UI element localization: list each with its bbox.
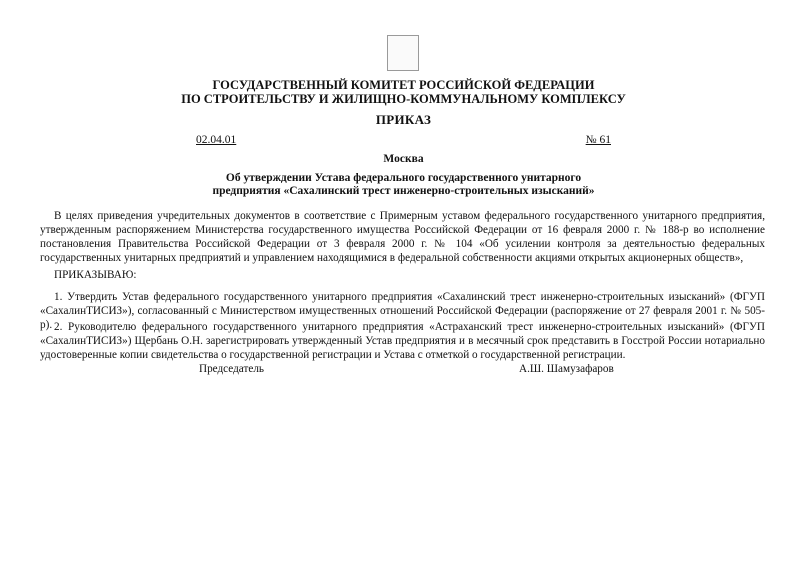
document-type: ПРИКАЗ (375, 112, 432, 127)
document-title-line-2: предприятия «Сахалинский трест инженерно-строительных изысканий» (212, 185, 595, 197)
document-title-line-1: Об утверждении Устава федерального государственного унитарного (225, 172, 582, 184)
org-name-line-2: ПО СТРОИТЕЛЬСТВУ И ЖИЛИЩНО-КОММУНАЛЬНОМУ КОМПЛЕКСУ (181, 92, 626, 106)
signer-title: Председатель (199, 363, 265, 375)
document-date: 02.04.01 (196, 134, 237, 146)
order-word: ПРИКАЗЫВАЮ: (54, 269, 137, 281)
org-name-line-1: ГОСУДАРСТВЕННЫЙ КОМИТЕТ РОССИЙСКОЙ ФЕДЕРАЦИИ (212, 78, 595, 92)
emblem-icon (387, 35, 419, 71)
order-item-1: 1. Утвердить Устав федерального государственного унитарного предприятия «Сахалинский трест инженерно-строительных изысканий» (ФГУП «СахалинТИСИЗ»), согласованный с Министерством имущественных отношений Российской Федерации (распоряжение от 27 февраля 2001 г. № 505-р). (40, 291, 765, 331)
document-city: Москва (383, 153, 424, 165)
signer-name: А.Ш. Шамузафаров (519, 363, 614, 375)
document-number: № 61 (585, 134, 611, 146)
order-item-2: 2. Руководителю федерального государственного унитарного предприятия «Астраханский трест инженерно-строительных изысканий» (ФГУП «СахалинТИСИЗ») Щербань О.Н. зарегистрировать утвержденный Устав предприятия и в месячный срок представить в Госстрой России нотариально удостоверенные копии свидетельства о государственной регистрации и Устава с отметкой о государственной регистрации. (40, 321, 765, 361)
preamble-paragraph: В целях приведения учредительных документов в соответствие с Примерным уставом федерального государственного унитарного предприятия, утвержденным распоряжением Министерства государственного имущества Российской Федерации от 16 февраля 2000 г. № 188-р во исполнение постановления Правительства Российской Федерации от 3 февраля 2000 г. № 104 «Об усилении контроля за деятельностью федеральных государственных унитарных предприятий и управлением находящимися в федеральной собственности акциями открытых акционерных обществ», (40, 210, 765, 264)
